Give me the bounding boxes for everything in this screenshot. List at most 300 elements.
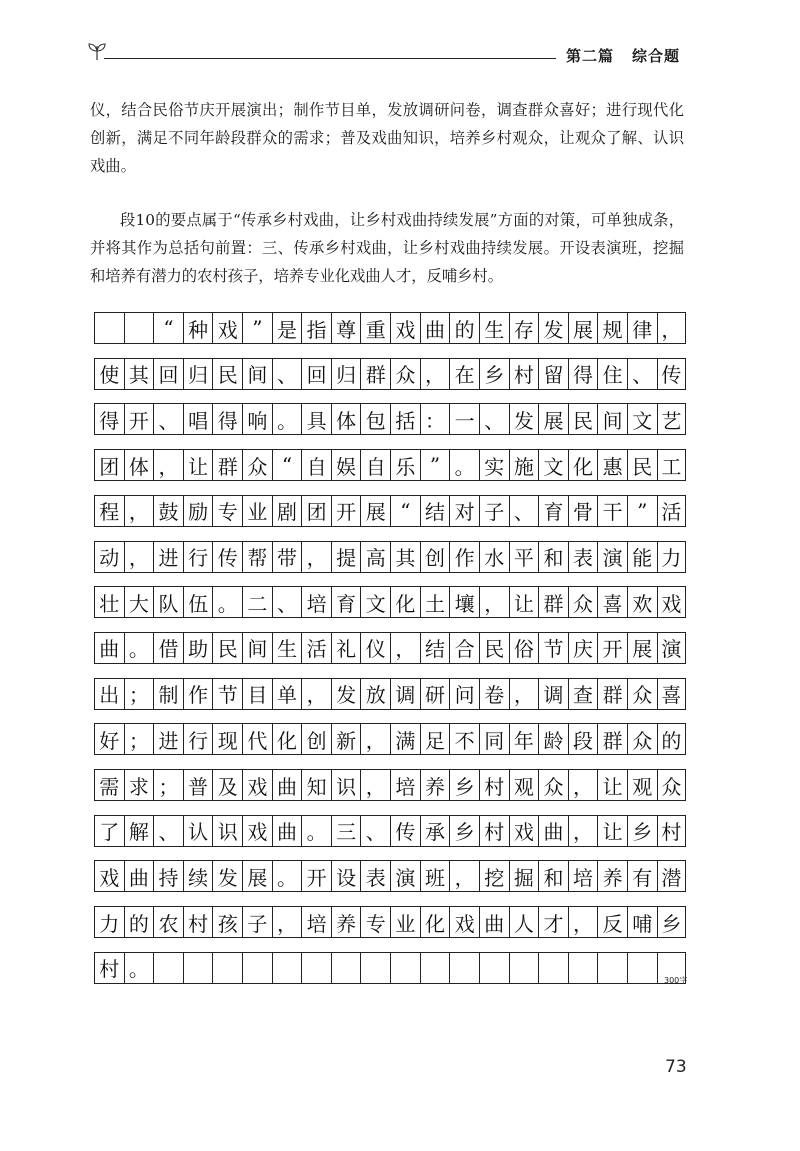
grid-cell: 活 bbox=[657, 495, 687, 527]
grid-cell: 开 bbox=[301, 860, 331, 892]
grid-cell: 观 bbox=[509, 769, 539, 801]
grid-cell bbox=[360, 952, 390, 984]
grid-cell: 人 bbox=[509, 906, 539, 938]
word-count-label: 300字 bbox=[664, 976, 688, 985]
grid-cell: 业 bbox=[390, 906, 420, 938]
grid-row bbox=[94, 495, 686, 527]
grid-cell: 村 bbox=[509, 358, 539, 390]
grid-cell: 掘 bbox=[509, 860, 539, 892]
grid-cell bbox=[301, 952, 331, 984]
grid-cell: 活 bbox=[301, 632, 331, 664]
grid-cell bbox=[390, 952, 420, 984]
grid-cell: 代 bbox=[242, 723, 272, 755]
page-number: 73 bbox=[665, 1057, 687, 1077]
grid-cell: 团 bbox=[94, 449, 124, 481]
grid-cell: 娱 bbox=[331, 449, 361, 481]
header-section: 综合题 bbox=[632, 47, 681, 65]
grid-cell: 节 bbox=[538, 632, 568, 664]
grid-cell: 孩 bbox=[212, 906, 242, 938]
grid-cell: 现 bbox=[212, 723, 242, 755]
grid-cell: 。 bbox=[272, 860, 302, 892]
grid-cell: 展 bbox=[568, 312, 598, 344]
grid-cell: 的 bbox=[449, 312, 479, 344]
grid-row bbox=[94, 678, 686, 710]
grid-cell: 村 bbox=[479, 769, 509, 801]
grid-cell: 力 bbox=[657, 541, 687, 573]
grid-cell: 回 bbox=[301, 358, 331, 390]
grid-cell: 农 bbox=[153, 906, 183, 938]
grid-cell: 、 bbox=[627, 358, 657, 390]
grid-cell bbox=[212, 952, 242, 984]
grid-cell: 化 bbox=[390, 586, 420, 618]
grid-cell: 目 bbox=[242, 678, 272, 710]
grid-cell: 留 bbox=[538, 358, 568, 390]
grid-cell: ， bbox=[301, 541, 331, 573]
grid-cell: 、 bbox=[479, 403, 509, 435]
grid-cell: 足 bbox=[420, 723, 450, 755]
header-rule bbox=[104, 58, 556, 59]
grid-cell bbox=[449, 952, 479, 984]
grid-cell: 励 bbox=[183, 495, 213, 527]
grid-cell: 卷 bbox=[479, 678, 509, 710]
grid-cell: 俗 bbox=[509, 632, 539, 664]
grid-cell: 众 bbox=[390, 358, 420, 390]
grid-cell: ， bbox=[360, 769, 390, 801]
grid-cell: ” bbox=[627, 495, 657, 527]
grid-cell: 戏 bbox=[449, 906, 479, 938]
grid-cell: 戏 bbox=[657, 586, 687, 618]
grid-cell: 。 bbox=[449, 449, 479, 481]
grid-cell: 子 bbox=[479, 495, 509, 527]
grid-cell: 龄 bbox=[538, 723, 568, 755]
grid-cell: 。 bbox=[124, 952, 154, 984]
grid-cell: 乡 bbox=[657, 906, 687, 938]
grid-cell: 动 bbox=[94, 541, 124, 573]
grid-cell: 满 bbox=[390, 723, 420, 755]
grid-cell: ， bbox=[272, 906, 302, 938]
grid-cell: 重 bbox=[360, 312, 390, 344]
grid-cell: 展 bbox=[242, 860, 272, 892]
grid-cell: 喜 bbox=[597, 586, 627, 618]
grid-cell: 戏 bbox=[94, 860, 124, 892]
grid-cell: 乡 bbox=[627, 815, 657, 847]
grid-cell: 曲 bbox=[272, 769, 302, 801]
grid-cell: 化 bbox=[568, 449, 598, 481]
grid-cell: 曲 bbox=[94, 632, 124, 664]
grid-cell: 创 bbox=[420, 541, 450, 573]
grid-cell: 。 bbox=[272, 403, 302, 435]
grid-cell: 表 bbox=[360, 860, 390, 892]
grid-cell: 育 bbox=[538, 495, 568, 527]
grid-cell: 众 bbox=[242, 449, 272, 481]
grid-cell: 。 bbox=[301, 815, 331, 847]
grid-cell: 群 bbox=[597, 678, 627, 710]
grid-cell: 乡 bbox=[449, 769, 479, 801]
grid-cell: 开 bbox=[124, 403, 154, 435]
grid-cell: 民 bbox=[479, 632, 509, 664]
grid-cell: 哺 bbox=[627, 906, 657, 938]
grid-cell: 、 bbox=[360, 815, 390, 847]
grid-cell: 群 bbox=[360, 358, 390, 390]
grid-cell: 让 bbox=[509, 586, 539, 618]
grid-cell: 众 bbox=[657, 769, 687, 801]
grid-cell: 演 bbox=[390, 860, 420, 892]
grid-cell: 高 bbox=[360, 541, 390, 573]
grid-cell: 实 bbox=[479, 449, 509, 481]
grid-cell: 续 bbox=[183, 860, 213, 892]
grid-cell: 、 bbox=[509, 495, 539, 527]
grid-cell: 群 bbox=[538, 586, 568, 618]
grid-cell: 平 bbox=[509, 541, 539, 573]
grid-cell: 培 bbox=[568, 860, 598, 892]
grid-row bbox=[94, 632, 686, 664]
grid-cell: ： bbox=[420, 403, 450, 435]
grid-cell: 戏 bbox=[509, 815, 539, 847]
grid-cell: 使 bbox=[94, 358, 124, 390]
grid-cell: 体 bbox=[331, 403, 361, 435]
grid-cell: 、 bbox=[153, 403, 183, 435]
grid-cell: 子 bbox=[242, 906, 272, 938]
grid-cell bbox=[153, 952, 183, 984]
grid-cell: 能 bbox=[627, 541, 657, 573]
header-part: 第二篇 bbox=[566, 47, 615, 65]
grid-cell: ， bbox=[124, 495, 154, 527]
grid-cell: 民 bbox=[627, 449, 657, 481]
grid-cell: 群 bbox=[597, 723, 627, 755]
grid-cell: ， bbox=[657, 312, 687, 344]
grid-cell: 知 bbox=[301, 769, 331, 801]
grid-cell: ， bbox=[124, 541, 154, 573]
grid-cell: 班 bbox=[420, 860, 450, 892]
paragraph-continued: 仪，结合民俗节庆开展演出；制作节目单，发放调研问卷，调查群众喜好；进行现代化创新，满足不同年龄段群众的需求；普及戏曲知识，培养乡村观众，让观众了解、认识戏曲。 bbox=[90, 101, 684, 175]
grid-cell: ， bbox=[420, 358, 450, 390]
grid-cell: 借 bbox=[153, 632, 183, 664]
grid-cell: “ bbox=[153, 312, 183, 344]
grid-cell: 开 bbox=[331, 495, 361, 527]
grid-cell: 。 bbox=[212, 586, 242, 618]
grid-cell: 文 bbox=[538, 449, 568, 481]
grid-cell: 众 bbox=[627, 723, 657, 755]
grid-cell: 惠 bbox=[597, 449, 627, 481]
grid-cell: 众 bbox=[568, 586, 598, 618]
grid-cell: 段 bbox=[568, 723, 598, 755]
grid-cell: 传 bbox=[390, 815, 420, 847]
grid-cell: 团 bbox=[301, 495, 331, 527]
grid-cell: 曲 bbox=[538, 815, 568, 847]
grid-row bbox=[94, 403, 686, 435]
grid-row bbox=[94, 312, 686, 344]
grid-cell: 戏 bbox=[242, 815, 272, 847]
grid-cell: 才 bbox=[538, 906, 568, 938]
grid-cell: 展 bbox=[360, 495, 390, 527]
grid-row bbox=[94, 860, 686, 892]
grid-cell: 得 bbox=[94, 403, 124, 435]
grid-cell: 创 bbox=[301, 723, 331, 755]
grid-cell: 放 bbox=[360, 678, 390, 710]
grid-cell: 新 bbox=[331, 723, 361, 755]
grid-cell: 乡 bbox=[479, 358, 509, 390]
grid-cell: 挖 bbox=[479, 860, 509, 892]
grid-cell: 结 bbox=[420, 495, 450, 527]
grid-cell: 群 bbox=[212, 449, 242, 481]
grid-row bbox=[94, 586, 686, 618]
grid-cell: 力 bbox=[94, 906, 124, 938]
grid-cell: 骨 bbox=[568, 495, 598, 527]
grid-cell: 其 bbox=[390, 541, 420, 573]
grid-cell: 解 bbox=[124, 815, 154, 847]
grid-cell: 求 bbox=[124, 769, 154, 801]
grid-cell: 队 bbox=[153, 586, 183, 618]
grid-cell: 曲 bbox=[272, 815, 302, 847]
grid-cell: 演 bbox=[657, 632, 687, 664]
grid-cell: 体 bbox=[124, 449, 154, 481]
grid-cell: 干 bbox=[597, 495, 627, 527]
grid-cell bbox=[538, 952, 568, 984]
grid-cell bbox=[242, 952, 272, 984]
grid-cell: 了 bbox=[94, 815, 124, 847]
grid-cell: 众 bbox=[538, 769, 568, 801]
grid-cell: ， bbox=[509, 678, 539, 710]
grid-cell: 戏 bbox=[390, 312, 420, 344]
grid-cell: 水 bbox=[479, 541, 509, 573]
grid-cell: 。 bbox=[124, 632, 154, 664]
grid-cell: 进 bbox=[153, 541, 183, 573]
grid-cell: 间 bbox=[242, 358, 272, 390]
grid-cell: 响 bbox=[242, 403, 272, 435]
grid-cell: 和 bbox=[538, 541, 568, 573]
grid-cell: 专 bbox=[360, 906, 390, 938]
grid-cell: ； bbox=[153, 769, 183, 801]
grid-cell: 归 bbox=[183, 358, 213, 390]
grid-cell: ” bbox=[420, 449, 450, 481]
grid-cell: 查 bbox=[568, 678, 598, 710]
grid-cell: 具 bbox=[301, 403, 331, 435]
grid-cell bbox=[627, 952, 657, 984]
grid-cell: ， bbox=[301, 678, 331, 710]
grid-cell: 规 bbox=[597, 312, 627, 344]
grid-cell: 曲 bbox=[479, 906, 509, 938]
grid-cell: 生 bbox=[479, 312, 509, 344]
grid-cell: 发 bbox=[331, 678, 361, 710]
grid-cell: 培 bbox=[301, 586, 331, 618]
grid-cell: 住 bbox=[597, 358, 627, 390]
grid-cell: 对 bbox=[449, 495, 479, 527]
grid-cell bbox=[509, 952, 539, 984]
grid-cell: 发 bbox=[538, 312, 568, 344]
grid-cell: 有 bbox=[627, 860, 657, 892]
grid-cell: ； bbox=[124, 723, 154, 755]
grid-cell: 村 bbox=[479, 815, 509, 847]
grid-cell: 单 bbox=[272, 678, 302, 710]
grid-cell: 展 bbox=[538, 403, 568, 435]
grid-cell: 认 bbox=[183, 815, 213, 847]
grid-cell: 提 bbox=[331, 541, 361, 573]
grid-row bbox=[94, 449, 686, 481]
grid-cell: 、 bbox=[153, 815, 183, 847]
grid-cell: 施 bbox=[509, 449, 539, 481]
grid-cell: 出 bbox=[94, 678, 124, 710]
grid-cell: 乡 bbox=[449, 815, 479, 847]
grid-cell: 庆 bbox=[568, 632, 598, 664]
grid-cell: 培 bbox=[301, 906, 331, 938]
grid-cell: 帮 bbox=[242, 541, 272, 573]
grid-cell: 展 bbox=[627, 632, 657, 664]
grid-cell: 在 bbox=[449, 358, 479, 390]
grid-cell: 民 bbox=[568, 403, 598, 435]
grid-cell: 好 bbox=[94, 723, 124, 755]
grid-cell: 持 bbox=[153, 860, 183, 892]
grid-cell: 归 bbox=[331, 358, 361, 390]
grid-cell bbox=[479, 952, 509, 984]
grid-cell: 的 bbox=[124, 906, 154, 938]
grid-cell: 行 bbox=[183, 723, 213, 755]
grid-cell: ， bbox=[449, 860, 479, 892]
grid-cell: 是 bbox=[272, 312, 302, 344]
grid-cell: 间 bbox=[597, 403, 627, 435]
grid-cell: ； bbox=[124, 678, 154, 710]
grid-cell: 回 bbox=[153, 358, 183, 390]
grid-cell: 艺 bbox=[657, 403, 687, 435]
grid-cell: ， bbox=[479, 586, 509, 618]
grid-row bbox=[94, 541, 686, 573]
grid-cell: 育 bbox=[331, 586, 361, 618]
grid-cell: 戏 bbox=[212, 312, 242, 344]
grid-cell bbox=[597, 952, 627, 984]
grid-cell: 让 bbox=[597, 769, 627, 801]
grid-cell: 文 bbox=[627, 403, 657, 435]
grid-cell: 培 bbox=[390, 769, 420, 801]
grid-cell: 调 bbox=[390, 678, 420, 710]
grid-cell: 和 bbox=[538, 860, 568, 892]
grid-cell: ， bbox=[568, 815, 598, 847]
grid-cell: 戏 bbox=[242, 769, 272, 801]
grid-cell: 普 bbox=[183, 769, 213, 801]
grid-cell: 礼 bbox=[331, 632, 361, 664]
grid-row bbox=[94, 723, 686, 755]
grid-cell: 助 bbox=[183, 632, 213, 664]
grid-cell: 壮 bbox=[94, 586, 124, 618]
grid-cell: 民 bbox=[212, 358, 242, 390]
grid-cell: 发 bbox=[212, 860, 242, 892]
grid-cell: 得 bbox=[212, 403, 242, 435]
grid-cell: 一 bbox=[449, 403, 479, 435]
grid-cell: 发 bbox=[509, 403, 539, 435]
grid-cell: 自 bbox=[360, 449, 390, 481]
grid-cell: ， bbox=[153, 449, 183, 481]
grid-cell: 村 bbox=[657, 815, 687, 847]
grid-cell: 让 bbox=[183, 449, 213, 481]
grid-cell: 唱 bbox=[183, 403, 213, 435]
grid-cell: 调 bbox=[538, 678, 568, 710]
grid-cell: “ bbox=[272, 449, 302, 481]
grid-cell: 化 bbox=[420, 906, 450, 938]
grid-cell: 其 bbox=[124, 358, 154, 390]
grid-cell: 反 bbox=[597, 906, 627, 938]
grid-cell: 作 bbox=[449, 541, 479, 573]
grid-cell: 传 bbox=[657, 358, 687, 390]
grid-cell: 养 bbox=[420, 769, 450, 801]
grid-cell: ， bbox=[568, 906, 598, 938]
grid-cell: 剧 bbox=[272, 495, 302, 527]
grid-cell: 专 bbox=[212, 495, 242, 527]
grid-cell: 表 bbox=[568, 541, 598, 573]
grid-row bbox=[94, 815, 686, 847]
grid-cell bbox=[568, 952, 598, 984]
grid-cell: 制 bbox=[153, 678, 183, 710]
grid-cell: 潜 bbox=[657, 860, 687, 892]
grid-cell bbox=[124, 312, 154, 344]
grid-cell: 指 bbox=[301, 312, 331, 344]
grid-cell: 带 bbox=[272, 541, 302, 573]
grid-cell: 结 bbox=[420, 632, 450, 664]
grid-cell: ， bbox=[568, 769, 598, 801]
grid-cell: 演 bbox=[597, 541, 627, 573]
grid-cell: 民 bbox=[212, 632, 242, 664]
grid-cell: 让 bbox=[597, 815, 627, 847]
grid-cell: “ bbox=[390, 495, 420, 527]
grid-cell: 及 bbox=[212, 769, 242, 801]
grid-cell: 包 bbox=[360, 403, 390, 435]
grid-cell: 承 bbox=[420, 815, 450, 847]
grid-cell: 律 bbox=[627, 312, 657, 344]
grid-row bbox=[94, 769, 686, 801]
grid-cell: 得 bbox=[568, 358, 598, 390]
grid-cell bbox=[94, 312, 124, 344]
grid-cell: ” bbox=[242, 312, 272, 344]
grid-cell: 尊 bbox=[331, 312, 361, 344]
grid-cell: 欢 bbox=[627, 586, 657, 618]
grid-cell: 村 bbox=[94, 952, 124, 984]
grid-cell: 壤 bbox=[449, 586, 479, 618]
grid-cell: 乐 bbox=[390, 449, 420, 481]
grid-cell: 识 bbox=[212, 815, 242, 847]
grid-cell bbox=[331, 952, 361, 984]
grid-cell: 同 bbox=[479, 723, 509, 755]
grid-row bbox=[94, 358, 686, 390]
grid-cell: 观 bbox=[627, 769, 657, 801]
grid-cell: 喜 bbox=[657, 678, 687, 710]
grid-cell: 养 bbox=[331, 906, 361, 938]
grid-cell bbox=[183, 952, 213, 984]
grid-cell: 仪 bbox=[360, 632, 390, 664]
grid-cell: 文 bbox=[360, 586, 390, 618]
grid-cell: 存 bbox=[509, 312, 539, 344]
grid-cell: 括 bbox=[390, 403, 420, 435]
grid-cell: 村 bbox=[183, 906, 213, 938]
grid-cell: 设 bbox=[331, 860, 361, 892]
grid-cell: 鼓 bbox=[153, 495, 183, 527]
grid-cell: ， bbox=[360, 723, 390, 755]
grid-cell: 的 bbox=[657, 723, 687, 755]
grid-cell: 合 bbox=[449, 632, 479, 664]
grid-cell bbox=[420, 952, 450, 984]
grid-cell: 伍 bbox=[183, 586, 213, 618]
grid-cell: 种 bbox=[183, 312, 213, 344]
grid-cell: 不 bbox=[449, 723, 479, 755]
grid-cell: 进 bbox=[153, 723, 183, 755]
grid-cell: 开 bbox=[597, 632, 627, 664]
grid-cell: 传 bbox=[212, 541, 242, 573]
grid-cell: 化 bbox=[272, 723, 302, 755]
running-header bbox=[566, 45, 680, 66]
grid-cell: 作 bbox=[183, 678, 213, 710]
grid-cell: 、 bbox=[272, 358, 302, 390]
grid-row bbox=[94, 906, 686, 938]
grid-cell: 年 bbox=[509, 723, 539, 755]
grid-cell: 大 bbox=[124, 586, 154, 618]
grid-cell: 节 bbox=[212, 678, 242, 710]
grid-cell: 需 bbox=[94, 769, 124, 801]
